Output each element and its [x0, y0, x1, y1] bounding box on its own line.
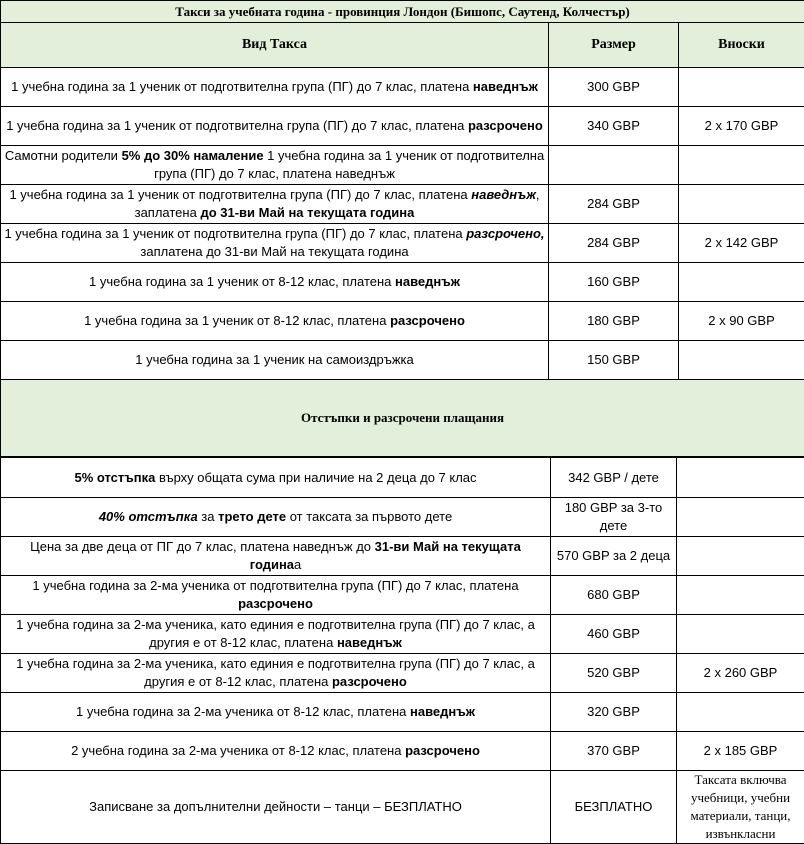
- description-part: Записване за допълнителни дейности – танци – БЕЗПЛАТНО: [89, 799, 462, 814]
- fee-installments: [679, 341, 804, 380]
- fee-installments: [677, 498, 804, 537]
- description-part: 1 учебна година за 1 ученик от подготвителна група (ПГ) до 7 клас, платена: [9, 187, 471, 202]
- fee-amount: 320 GBP: [551, 693, 677, 732]
- fee-description: [1, 576, 551, 615]
- table-row: [1, 68, 804, 107]
- description-part: 1 учебна година за 1 ученик от 8-12 клас, платена: [84, 313, 390, 328]
- description-part: разсрочено: [238, 596, 313, 611]
- page-title: Такси за учебната година - провинция Лондон (Бишопс, Саутенд, Колчестър): [1, 1, 804, 23]
- fee-description: [1, 302, 549, 341]
- table-row: [1, 185, 804, 224]
- fee-amount: 284 GBP: [549, 224, 679, 263]
- fee-installments: [677, 576, 804, 615]
- table-row: [1, 654, 804, 693]
- description-part: наведнъж: [410, 704, 475, 719]
- description-part: трето дете: [218, 509, 286, 524]
- fee-amount: 340 GBP: [549, 107, 679, 146]
- fee-description: [1, 341, 549, 380]
- table-row: [1, 732, 804, 771]
- fee-description: [1, 458, 551, 498]
- fees-body: [1, 68, 804, 380]
- fee-installments: [677, 537, 804, 576]
- description-part: от таксата за първото дете: [286, 509, 452, 524]
- fee-description: [1, 693, 551, 732]
- fee-installments: [679, 68, 804, 107]
- description-part: 31-ви Май на текущата година: [250, 539, 521, 572]
- description-part: наведнъж: [471, 187, 536, 202]
- description-part: 1 учебна година за 1 ученик от подготвителна група (ПГ) до 7 клас, платена наведнъж: [154, 148, 544, 181]
- description-part: разсрочено,: [466, 226, 544, 241]
- fee-description: [1, 537, 551, 576]
- description-part: наведнъж: [473, 79, 538, 94]
- fee-amount: 342 GBP / дете: [551, 458, 677, 498]
- fee-amount: 180 GBP: [549, 302, 679, 341]
- fee-amount: 460 GBP: [551, 615, 677, 654]
- fee-amount: 680 GBP: [551, 576, 677, 615]
- header-installments: Вноски: [679, 23, 804, 68]
- description-part: 1 учебна година за 2-ма ученика от подготвителна група (ПГ) до 7 клас, платена: [32, 578, 518, 593]
- table-row: [1, 498, 804, 537]
- fee-installments: [677, 458, 804, 498]
- discounts-table: [0, 457, 804, 844]
- fee-amount: 300 GBP: [549, 68, 679, 107]
- table-row: [1, 693, 804, 732]
- fee-description: [1, 654, 551, 693]
- description-part: разсрочено: [468, 118, 543, 133]
- description-part: 1 учебна година за 1 ученик от подготвителна група (ПГ) до 7 клас, платена: [11, 79, 473, 94]
- table-row: [1, 771, 804, 844]
- fee-description: [1, 771, 551, 844]
- description-part: наведнъж: [337, 635, 402, 650]
- fee-installments: 2 x 142 GBP: [679, 224, 804, 263]
- header-type: Вид Такса: [1, 23, 549, 68]
- description-part: заплатена до 31-ви Май на текущата година: [140, 244, 408, 259]
- fee-amount: 150 GBP: [549, 341, 679, 380]
- fee-installments: [679, 185, 804, 224]
- fee-installments: Таксата включва учебници, учебни материали, танци, извънкласни: [677, 771, 804, 844]
- table-row: [1, 458, 804, 498]
- fee-description: [1, 498, 551, 537]
- table-row: [1, 263, 804, 302]
- table-row: [1, 615, 804, 654]
- description-part: 5% до 30% намаление: [122, 148, 264, 163]
- fee-installments: 2 x 90 GBP: [679, 302, 804, 341]
- description-part: 40% отстъпка: [99, 509, 198, 524]
- fee-description: [1, 615, 551, 654]
- description-part: а: [294, 557, 301, 572]
- fee-installments: 2 x 170 GBP: [679, 107, 804, 146]
- description-part: до 31-ви Май на текущата година: [200, 205, 414, 220]
- fee-description: [1, 224, 549, 263]
- table-row: [1, 107, 804, 146]
- description-part: наведнъж: [395, 274, 460, 289]
- description-part: 1 учебна година за 1 ученик от подготвителна група (ПГ) до 7 клас, платена: [6, 118, 468, 133]
- fee-amount: 180 GBP за 3-то дете: [551, 498, 677, 537]
- fee-amount: 284 GBP: [549, 185, 679, 224]
- fee-description: [1, 732, 551, 771]
- section-title: Отстъпки и разсрочени плащания: [1, 380, 804, 457]
- discounts-body: [1, 458, 804, 844]
- fee-installments: [677, 615, 804, 654]
- description-part: 1 учебна година за 2-ма ученика от 8-12 клас, платена: [76, 704, 410, 719]
- table-row: [1, 146, 804, 185]
- description-part: 1 учебна година за 1 ученик от 8-12 клас, платена: [89, 274, 395, 289]
- fee-amount: [549, 146, 679, 185]
- description-part: 1 учебна година за 1 ученик от подготвителна група (ПГ) до 7 клас, платена: [4, 226, 466, 241]
- description-part: разсрочено: [332, 674, 407, 689]
- description-part: , заплатена: [135, 187, 540, 220]
- fee-amount: 520 GBP: [551, 654, 677, 693]
- table-header: [1, 23, 804, 68]
- description-part: Самотни родители: [5, 148, 122, 163]
- table-row: [1, 302, 804, 341]
- description-part: за: [198, 509, 218, 524]
- fee-description: [1, 263, 549, 302]
- table-row: [1, 537, 804, 576]
- table-row: [1, 576, 804, 615]
- header-amount: Размер: [549, 23, 679, 68]
- fee-amount: 570 GBP за 2 деца: [551, 537, 677, 576]
- description-part: 1 учебна година за 2-ма ученика, като единия е подготвителна група (ПГ) до 7 клас, а другия е от 8-12 клас, платена: [16, 617, 535, 650]
- fee-description: [1, 68, 549, 107]
- description-part: 2 учебна година за 2-ма ученика от 8-12 клас, платена: [71, 743, 405, 758]
- fee-amount: 370 GBP: [551, 732, 677, 771]
- fee-installments: [677, 693, 804, 732]
- fee-amount: БЕЗПЛАТНО: [551, 771, 677, 844]
- fee-description: [1, 107, 549, 146]
- description-part: 1 учебна година за 1 ученик на самоиздръжка: [135, 352, 414, 367]
- description-part: разсрочено: [405, 743, 480, 758]
- description-part: 5% отстъпка: [74, 470, 155, 485]
- fee-amount: 160 GBP: [549, 263, 679, 302]
- description-part: 1 учебна година за 2-ма ученика, като единия е подготвителна група (ПГ) до 7 клас, а другия е от 8-12 клас, платена: [16, 656, 535, 689]
- fee-description: [1, 146, 549, 185]
- fee-installments: 2 x 260 GBP: [677, 654, 804, 693]
- fee-installments: [679, 263, 804, 302]
- table-row: [1, 341, 804, 380]
- description-part: върху общата сума при наличие на 2 деца до 7 клас: [155, 470, 476, 485]
- description-part: Цена за две деца от ПГ до 7 клас, платена наведнъж до: [30, 539, 374, 554]
- fee-installments: 2 x 185 GBP: [677, 732, 804, 771]
- fee-installments: [679, 146, 804, 185]
- description-part: разсрочено: [390, 313, 465, 328]
- table-row: [1, 224, 804, 263]
- fee-description: [1, 185, 549, 224]
